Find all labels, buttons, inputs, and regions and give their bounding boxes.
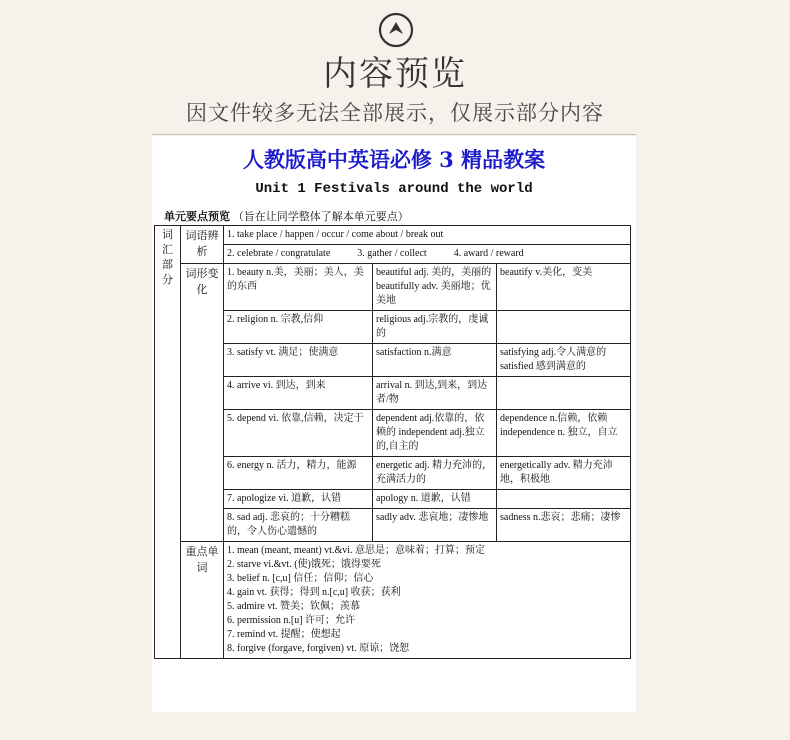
category-label-cell [181, 542, 224, 659]
word-form-cell: dependence n.信赖，依赖 independence n. 独立，自立 [497, 410, 631, 457]
group-label-cell [155, 226, 181, 659]
word-form-cell: beautiful adj. 美的，美丽的 beautifully adv. 美丽地；优美地 [373, 264, 497, 311]
table-row [155, 490, 631, 509]
word-form-cell: 8. sad adj. 悲哀的；十分糟糕的，令人伤心遗憾的 [224, 509, 373, 542]
word-form-cell: 6. energy n. 活力，精力，能源 [224, 457, 373, 490]
word-form-cell: religious adj.宗教的，虔诚的 [373, 311, 497, 344]
table-row [155, 542, 631, 659]
table-row [155, 410, 631, 457]
section-heading [164, 208, 409, 224]
category-label: 重点单词 [185, 546, 219, 574]
word-form-cell: 7. apologize vi. 道歉，认错 [224, 490, 373, 509]
word-form-cell: 2. religion n. 宗教,信仰 [224, 311, 373, 344]
list-item: 6. permission n.[u] 许可；允许 [227, 615, 356, 626]
vocabulary-table [154, 225, 631, 659]
word-form-cell: energetically adv. 精力充沛地，积极地 [497, 457, 631, 490]
word-form-cell: sadly adv. 悲哀地；凄惨地 [373, 509, 497, 542]
word-form-cell [497, 311, 631, 344]
section-note: （旨在让同学整体了解本单元要点） [232, 211, 409, 223]
key-words-list [224, 542, 631, 659]
section-label: 单元要点预览 [164, 211, 230, 223]
list-item: 1. mean (meant, meant) vt.&vi. 意思是；意味着；打算；预定 [227, 545, 486, 556]
word-form-cell: energetic adj. 精力充沛的，充满活力的 [373, 457, 497, 490]
list-item: 5. admire vt. 赞美；钦佩；羡慕 [227, 601, 361, 612]
table-row [155, 264, 631, 311]
list-item: 4. gain vt. 获得；得到 n.[c,u] 收获；获利 [227, 587, 401, 598]
table-row [155, 226, 631, 245]
word-form-cell: sadness n.悲哀；悲痛；凄惨 [497, 509, 631, 542]
word-form-cell [497, 377, 631, 410]
table-row [155, 457, 631, 490]
list-item: 8. forgive (forgave, forgiven) vt. 原谅；饶恕 [227, 643, 410, 654]
table-row [155, 344, 631, 377]
list-item: 2. starve vi.&vt. (使)饿死；饿得要死 [227, 559, 381, 570]
table-row [155, 509, 631, 542]
word-form-cell: 3. satisfy vt. 满足；使满意 [224, 344, 373, 377]
word-form-cell: dependent adj.依靠的，依赖的 independent adj.独立的,自主的 [373, 410, 497, 457]
table-row [155, 377, 631, 410]
category-label-cell [181, 226, 224, 264]
header-divider [152, 134, 636, 135]
word-form-cell: beautify v.美化，变美 [497, 264, 631, 311]
word-form-cell: apology n. 道歉，认错 [373, 490, 497, 509]
list-item: 7. remind vt. 提醒；使想起 [227, 629, 341, 640]
table-row [155, 311, 631, 344]
word-form-cell: satisfying adj.令人满意的 satisfied 感到满意的 [497, 344, 631, 377]
chevron-up-circle-icon [378, 12, 414, 48]
word-form-cell: arrival n. 到达,到来，到达者/物 [373, 377, 497, 410]
list-item: 3. belief n. [c,u] 信任；信仰；信心 [227, 573, 374, 584]
category-label: 词语辨析 [185, 230, 219, 258]
word-form-cell: 5. depend vi. 依靠,信赖，决定于 [224, 410, 373, 457]
discrimination-line: 2. celebrate / congratulate 3. gather / collect 4. award / reward [224, 245, 631, 264]
page-title: 内容预览 [323, 54, 467, 94]
category-label-cell [181, 264, 224, 542]
discrimination-line: 1. take place / happen / occur / come about / break out [224, 226, 631, 245]
unit-heading: Unit 1 Festivals around the world [255, 181, 533, 197]
table-row [155, 245, 631, 264]
category-label: 词形变化 [185, 268, 219, 296]
group-label: 词汇部分 [162, 229, 173, 286]
word-form-cell: 4. arrive vi. 到达，到来 [224, 377, 373, 410]
word-form-cell: satisfaction n.满意 [373, 344, 497, 377]
document-title: 人教版高中英语必修 3 精品教案 [242, 147, 546, 172]
word-form-cell: 1. beauty n.美，美丽；美人，美的东西 [224, 264, 373, 311]
word-form-cell [497, 490, 631, 509]
document-preview [152, 136, 636, 712]
page-subtitle: 因文件较多无法全部展示，仅展示部分内容 [186, 101, 604, 125]
